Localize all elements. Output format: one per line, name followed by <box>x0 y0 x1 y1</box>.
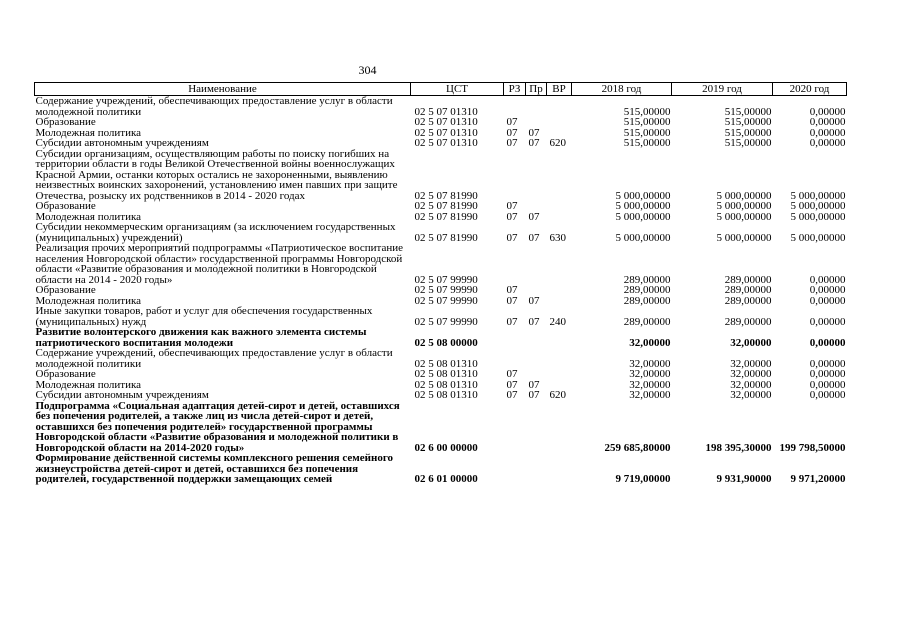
cell-2020: 5 000,00000 <box>790 231 846 244</box>
cell-name: Реализация прочих мероприятий подпрограммы «Патриотическое воспитание населения Новгородской области» государственной программы Новгородской области «Развитие образования и молодежной политики в Новгородской области на 2014 - 2020 годы» <box>35 242 404 286</box>
cell-2020: 5 000,00000 <box>790 200 846 212</box>
cell-name: Образование <box>35 200 96 212</box>
cell-vr <box>547 348 572 369</box>
cell-2018: 32,00000 <box>629 389 671 401</box>
column-header-vr: ВР <box>547 83 572 96</box>
table-row <box>35 401 847 454</box>
cell-cst: 02 5 08 00000 <box>414 336 478 349</box>
cell-name: Молодежная политика <box>35 210 142 223</box>
column-header-pr: Пр <box>526 83 547 96</box>
cell-2018: 289,00000 <box>623 273 671 286</box>
table-row <box>35 348 847 369</box>
cell-2018: 515,00000 <box>623 105 671 118</box>
cell-cst: 02 6 00 00000 <box>414 441 478 454</box>
cell-rz: 07 <box>506 315 518 328</box>
cell-cst: 02 5 08 01310 <box>414 357 478 370</box>
cell-cst: 02 5 08 01310 <box>414 378 478 391</box>
cell-cst: 02 5 07 81990 <box>414 189 478 202</box>
cell-rz: 07 <box>506 231 518 244</box>
cell-2020: 0,00000 <box>809 389 846 401</box>
cell-2019: 5 000,00000 <box>716 200 772 212</box>
cell-vr: 620 <box>549 137 566 149</box>
table-row <box>35 369 847 380</box>
cell-2019: 32,00000 <box>730 336 772 349</box>
cell-cst: 02 5 07 01310 <box>414 137 478 149</box>
cell-cst: 02 5 07 81990 <box>414 210 478 223</box>
cell-name: Молодежная политика <box>35 294 142 307</box>
cell-name: Формирование действенной системы комплексного решения семейного жизнеустройства детей-сирот и детей, оставшихся без попечения родителей, государственной поддержки замещающих семей <box>35 452 394 485</box>
cell-2018: 9 719,00000 <box>615 473 671 485</box>
cell-cst: 02 6 01 00000 <box>414 473 478 485</box>
cell-name: Подпрограмма «Социальная адаптация детей-сирот и детей, оставшихся без попечения родителей, а также лиц из числа детей-сирот и детей, оставшихся без попечения родителей» государственной программы Новгородской области «Развитие образования и молодежной политики в Новгородской области на 2014-2020 годы» <box>35 399 400 454</box>
table-row <box>35 306 847 327</box>
cell-2019: 515,00000 <box>724 137 772 149</box>
cell-vr <box>547 401 572 454</box>
cell-pr: 07 <box>528 137 540 149</box>
cell-2020: 0,00000 <box>809 273 846 286</box>
table-row <box>35 149 847 202</box>
table-row <box>35 285 847 296</box>
cell-pr: 07 <box>528 231 540 244</box>
cell-vr: 240 <box>549 315 566 328</box>
cell-2018: 515,00000 <box>623 137 671 149</box>
cell-rz: 07 <box>506 210 518 223</box>
table-body <box>35 96 847 485</box>
cell-2019: 515,00000 <box>724 126 772 139</box>
cell-2018: 289,00000 <box>623 315 671 328</box>
cell-rz <box>504 243 526 285</box>
column-header-rz: РЗ <box>504 83 526 96</box>
cell-name: Образование <box>35 368 96 380</box>
cell-2018: 289,00000 <box>623 294 671 307</box>
cell-2020: 0,00000 <box>809 336 846 349</box>
cell-2020: 0,00000 <box>809 315 846 328</box>
cell-vr <box>547 243 572 285</box>
cell-2018: 32,00000 <box>629 336 671 349</box>
cell-2020: 0,00000 <box>809 368 846 380</box>
column-header-name: Наименование <box>35 83 411 96</box>
cell-rz: 07 <box>506 294 518 307</box>
cell-rz: 07 <box>506 368 518 380</box>
cell-rz: 07 <box>506 126 518 139</box>
cell-pr: 07 <box>528 378 540 391</box>
cell-rz <box>504 453 526 485</box>
table-row <box>35 117 847 128</box>
cell-vr <box>547 117 572 128</box>
cell-rz <box>504 327 526 348</box>
cell-pr <box>526 201 547 212</box>
cell-name: Субсидии автономным учреждениям <box>35 389 209 401</box>
cell-rz <box>504 149 526 202</box>
cell-2019: 32,00000 <box>730 389 772 401</box>
cell-vr <box>547 212 572 223</box>
cell-2018: 259 685,80000 <box>604 441 671 454</box>
cell-pr: 07 <box>528 126 540 139</box>
cell-vr <box>547 453 572 485</box>
cell-2020: 0,00000 <box>809 126 846 139</box>
cell-2018: 515,00000 <box>623 116 671 128</box>
page-number: 304 <box>358 63 377 77</box>
cell-2020: 0,00000 <box>809 116 846 128</box>
column-header-2019: 2019 год <box>672 83 773 96</box>
cell-2019: 9 931,90000 <box>716 473 772 485</box>
cell-2019: 198 395,30000 <box>705 441 772 454</box>
cell-cst: 02 5 08 01310 <box>414 389 478 401</box>
table-row <box>35 222 847 243</box>
cell-pr <box>526 348 547 369</box>
budget-table <box>34 82 847 485</box>
header-row <box>35 83 847 96</box>
cell-cst: 02 5 07 81990 <box>414 231 478 244</box>
cell-pr <box>526 327 547 348</box>
cell-2020: 0,00000 <box>809 357 846 370</box>
cell-cst: 02 5 08 01310 <box>414 368 478 380</box>
cell-2020: 0,00000 <box>809 284 846 296</box>
cell-2018: 5 000,00000 <box>615 200 671 212</box>
cell-cst: 02 5 07 81990 <box>414 200 478 212</box>
cell-name: Образование <box>35 284 96 296</box>
cell-2020: 9 971,20000 <box>790 473 846 485</box>
cell-pr <box>526 369 547 380</box>
column-header-2020: 2020 год <box>773 83 847 96</box>
cell-cst: 02 5 07 01310 <box>414 105 478 118</box>
cell-2019: 5 000,00000 <box>716 189 772 202</box>
cell-pr <box>526 401 547 454</box>
cell-2020: 0,00000 <box>809 378 846 391</box>
cell-2019: 32,00000 <box>730 378 772 391</box>
column-header-2018: 2018 год <box>572 83 672 96</box>
table-row <box>35 327 847 348</box>
cell-2020: 0,00000 <box>809 105 846 118</box>
column-header-cst: ЦСТ <box>411 83 504 96</box>
cell-2019: 32,00000 <box>730 368 772 380</box>
cell-pr: 07 <box>528 294 540 307</box>
cell-vr <box>547 96 572 118</box>
cell-name: Субсидии некоммерческим организациям (за исключением государственных (муниципальных) учреждений) <box>35 221 396 244</box>
cell-cst: 02 5 07 01310 <box>414 126 478 139</box>
cell-rz <box>504 348 526 369</box>
cell-rz <box>504 96 526 118</box>
cell-2018: 32,00000 <box>629 378 671 391</box>
table-row <box>35 243 847 285</box>
table-row <box>35 453 847 485</box>
cell-2018: 32,00000 <box>629 357 671 370</box>
cell-name: Молодежная политика <box>35 126 142 139</box>
cell-cst: 02 5 07 99990 <box>414 294 478 307</box>
cell-rz: 07 <box>506 200 518 212</box>
cell-2018: 5 000,00000 <box>615 189 671 202</box>
cell-vr <box>547 149 572 202</box>
cell-2018: 515,00000 <box>623 126 671 139</box>
cell-2018: 5 000,00000 <box>615 210 671 223</box>
cell-pr <box>526 117 547 128</box>
cell-2020: 5 000,00000 <box>790 210 846 223</box>
cell-vr: 630 <box>549 231 566 244</box>
table-row <box>35 390 847 401</box>
cell-2019: 289,00000 <box>724 294 772 307</box>
cell-name: Молодежная политика <box>35 378 142 391</box>
cell-pr: 07 <box>528 389 540 401</box>
cell-name: Субсидии организациям, осуществляющим работы по поиску погибших на территории области в годы Великой Отечественной войны военнослужащих Красной Армии, останки которых остались не захороненными, выявлению неизвестных воинских захоронений, установлению имен павших при защите Отечества, розыску их родственников в 2014 - 2020 годах <box>35 147 398 202</box>
table-row <box>35 96 847 118</box>
cell-pr: 07 <box>528 315 540 328</box>
cell-vr <box>547 201 572 212</box>
cell-name: Иные закупки товаров, работ и услуг для обеспечения государственных (муниципальных) нужд <box>35 305 373 328</box>
cell-2020: 0,00000 <box>809 294 846 307</box>
cell-pr <box>526 149 547 202</box>
cell-2019: 32,00000 <box>730 357 772 370</box>
cell-name: Содержание учреждений, обеспечивающих предоставление услуг в области молодежной политики <box>35 95 393 118</box>
cell-2018: 32,00000 <box>629 368 671 380</box>
cell-2018: 5 000,00000 <box>615 231 671 244</box>
cell-2020: 199 798,50000 <box>779 441 846 454</box>
cell-vr <box>547 285 572 296</box>
cell-pr <box>526 243 547 285</box>
cell-rz: 07 <box>506 137 518 149</box>
cell-pr <box>526 453 547 485</box>
cell-2019: 289,00000 <box>724 284 772 296</box>
cell-cst: 02 5 07 99990 <box>414 273 478 286</box>
cell-rz: 07 <box>506 284 518 296</box>
cell-2019: 5 000,00000 <box>716 210 772 223</box>
cell-2018: 289,00000 <box>623 284 671 296</box>
cell-2019: 289,00000 <box>724 273 772 286</box>
cell-vr <box>547 327 572 348</box>
cell-2019: 515,00000 <box>724 105 772 118</box>
cell-pr <box>526 96 547 118</box>
cell-rz <box>504 401 526 454</box>
cell-pr <box>526 285 547 296</box>
cell-rz: 07 <box>506 389 518 401</box>
table-row <box>35 201 847 212</box>
cell-rz: 07 <box>506 378 518 391</box>
cell-name: Содержание учреждений, обеспечивающих предоставление услуг в области молодежной политики <box>35 347 393 370</box>
cell-2020: 5 000,00000 <box>790 189 846 202</box>
cell-rz: 07 <box>506 116 518 128</box>
cell-name: Образование <box>35 116 96 128</box>
cell-vr <box>547 369 572 380</box>
cell-vr <box>547 296 572 307</box>
cell-cst: 02 5 07 99990 <box>414 284 478 296</box>
cell-2020: 0,00000 <box>809 137 846 149</box>
cell-2019: 289,00000 <box>724 315 772 328</box>
cell-2019: 5 000,00000 <box>716 231 772 244</box>
cell-vr: 620 <box>549 389 566 401</box>
cell-name: Субсидии автономным учреждениям <box>35 137 209 149</box>
cell-pr: 07 <box>528 210 540 223</box>
cell-cst: 02 5 07 01310 <box>414 116 478 128</box>
table-row <box>35 138 847 149</box>
cell-cst: 02 5 07 99990 <box>414 315 478 328</box>
cell-2019: 515,00000 <box>724 116 772 128</box>
cell-name: Развитие волонтерского движения как важного элемента системы патриотического воспитания молодежи <box>35 326 367 349</box>
